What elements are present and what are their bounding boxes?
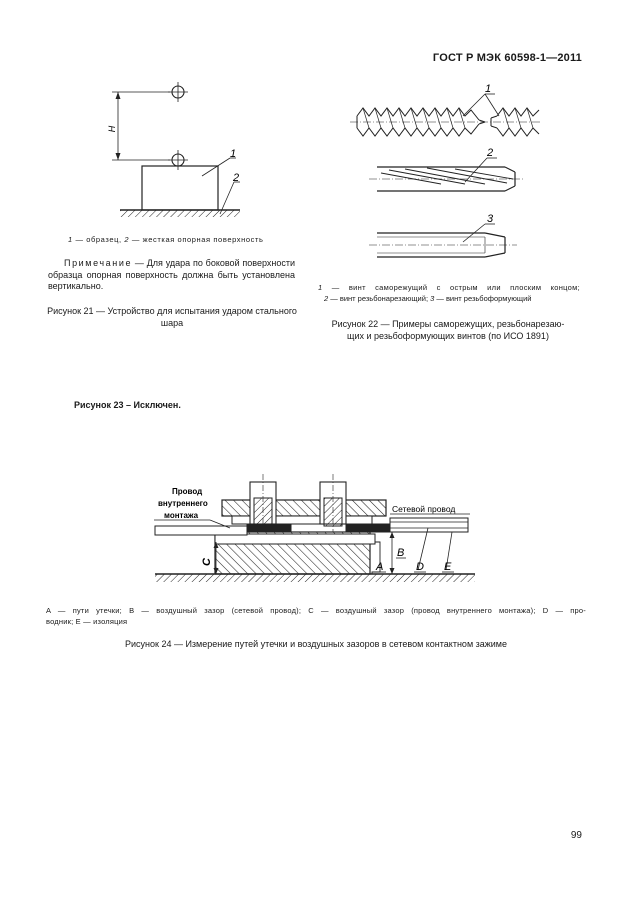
label-b: B xyxy=(397,547,405,559)
ball-lower-icon xyxy=(168,150,188,170)
fig22-caption xyxy=(312,318,584,342)
fig22-callout-1: 1 xyxy=(485,83,492,95)
label-c: C xyxy=(201,558,213,566)
fig21-drawing xyxy=(90,78,260,228)
fig24-legend-line1: A — пути утечки; B — воздушный зазор (сетевой провод); C — воздушный зазор (провод внутреннего монтажа); D — про- xyxy=(46,606,586,615)
screw-self-tapping-icon xyxy=(350,83,540,136)
fig21-note: Примечание — Для удара по боковой поверхности образца опорная поверхность должна быть установлена вертикально. xyxy=(48,258,295,291)
fig21-caption: Рисунок 21 — Устройство для испытания ударом стального шара xyxy=(47,306,297,328)
label-d: D xyxy=(416,561,424,573)
fig21-legend: 1 — образец, 2 — жесткая опорная поверхность xyxy=(68,235,264,244)
fig22-callout-2: 2 xyxy=(487,147,494,159)
ball-upper-icon xyxy=(168,82,188,102)
screw-thread-forming-icon xyxy=(369,213,517,257)
fig24-drawing xyxy=(150,468,480,598)
screw-thread-cutting-icon xyxy=(369,147,525,191)
label-wire-line2: внутреннего xyxy=(158,499,208,508)
fig21-callout-1: 1 xyxy=(230,148,237,160)
fig23-excluded: Рисунок 23 – Исключен. xyxy=(74,400,181,410)
fig22-legend-line1: 1 — винт саморежущий с острым или плоским концом; xyxy=(318,283,580,292)
label-wire-line1: Провод xyxy=(172,487,203,496)
page-number: 99 xyxy=(570,830,582,841)
standard-header: ГОСТ Р МЭК 60598-1—2011 xyxy=(432,52,582,64)
fig24-legend-line2: водник; E — изоляция xyxy=(46,617,128,626)
fig21-callout-2: 2 xyxy=(233,172,240,184)
fig24-ground xyxy=(155,574,475,582)
fig22-callout-3: 3 xyxy=(487,213,494,225)
label-mains: Сетевой провод xyxy=(392,504,456,514)
label-wire-line3: монтажа xyxy=(164,511,199,520)
terminal-screw-left-icon xyxy=(250,474,276,532)
h-label: H xyxy=(107,125,117,133)
ground-surface xyxy=(120,210,240,217)
fig22-caption-line2: щих и резьбоформующих винтов (по ИСО 1891) xyxy=(347,331,549,341)
label-a: A xyxy=(376,561,384,573)
fig22-caption-line1: Рисунок 22 — Примеры саморежущих, резьбонарезаю- xyxy=(331,319,565,329)
label-e: E xyxy=(444,561,452,573)
fig22-legend-line2: 2 — винт резьбонарезающий; 3 — винт резьбоформующий xyxy=(324,294,532,303)
fig24-caption: Рисунок 24 — Измерение путей утечки и воздушных зазоров в сетевом контактном зажиме xyxy=(125,639,507,649)
terminal-screw-right-icon xyxy=(320,474,346,532)
terminal-cover xyxy=(222,500,386,516)
fig22-drawing xyxy=(345,80,545,265)
